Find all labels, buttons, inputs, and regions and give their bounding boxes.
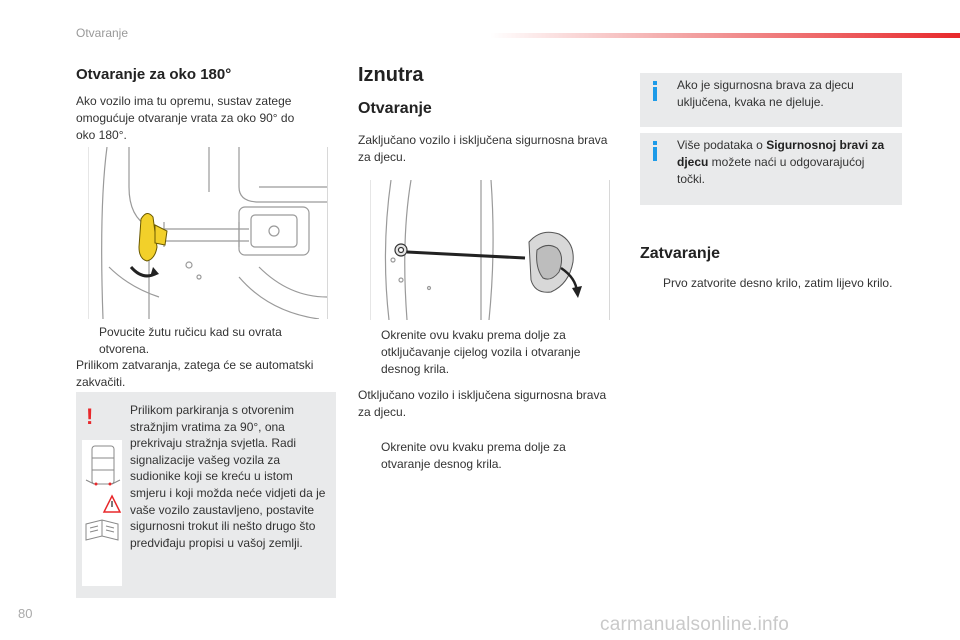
interior-handle-drawing: [371, 180, 609, 320]
info-icon-dot: [653, 141, 657, 145]
parking-warning-illustration: [82, 440, 122, 586]
door-check-strap-illustration: [88, 147, 328, 319]
section-header: Otvaranje: [76, 26, 129, 40]
page-number: 80: [18, 606, 33, 621]
section-title-180: Otvaranje za oko 180°: [76, 66, 232, 83]
subsection-title-closing: Zatvaranje: [640, 245, 721, 262]
unlocked-vehicle-condition: Otključano vozilo i isključena sigurnosna brava za djecu.: [358, 388, 607, 419]
pull-lever-instruction: Povucite žutu ručicu kad su ovrata otvorena.: [99, 325, 282, 356]
interior-handle-illustration: [370, 180, 610, 320]
auto-latch-note: Prilikom zatvaranja, zatega će se automatski zakvačiti.: [76, 358, 314, 389]
door-check-strap-drawing: [89, 147, 327, 319]
intro-paragraph: Ako vozilo ima tu opremu, sustav zatege omogućuje otvaranje vrata za oko 90° do oko 180°.: [76, 94, 295, 142]
section-title-inside: Iznutra: [358, 64, 424, 86]
warning-box: [76, 392, 336, 598]
warning-exclamation-icon: !: [86, 404, 94, 429]
info-box-more-info: [640, 133, 902, 205]
child-lock-info-text: Ako je sigurnosna brava za djecu uključena, kvaka ne djeluje.: [677, 78, 854, 109]
closing-order-instruction: Prvo zatvorite desno krilo, zatim lijevo krilo.: [663, 276, 893, 290]
more-info-text: Više podataka o Sigurnosnoj bravi za djecu možete naći u odgovarajućoj točki.: [677, 138, 885, 186]
info-icon: [653, 87, 657, 101]
locked-vehicle-condition: Zaključano vozilo i isključena sigurnosna brava za djecu.: [358, 133, 608, 164]
info-icon-dot: [653, 81, 657, 85]
turn-handle-open-instruction: Okrenite ovu kvaku prema dolje za otvaranje desnog krila.: [381, 440, 566, 471]
parking-warning-text: Prilikom parkiranja s otvorenim stražnjim vratima za 90°, ona prekrivaju stražnja svjetla. Radi signalizacije vašeg vozila za sudionike koji se kreću u istom smjeru i koji možda neće vidjeti da je vaše vozilo zaustavljeno, postavite sigurnosni trokut ili nešto drugo što predviđaju propisi u vašoj zemlji.: [130, 403, 326, 550]
info-box-child-lock: [640, 73, 902, 127]
info-icon: [653, 147, 657, 161]
subsection-title-opening: Otvaranje: [358, 100, 432, 117]
van-triangle-book-drawing: [82, 440, 122, 586]
turn-handle-unlock-instruction: Okrenite ovu kvaku prema dolje za otključavanje cijelog vozila i otvaranje desnog krila.: [381, 328, 581, 376]
watermark: carmanualsonline.info: [600, 614, 790, 635]
header-accent-bar: [490, 33, 960, 38]
yellow-lever: [139, 213, 167, 261]
